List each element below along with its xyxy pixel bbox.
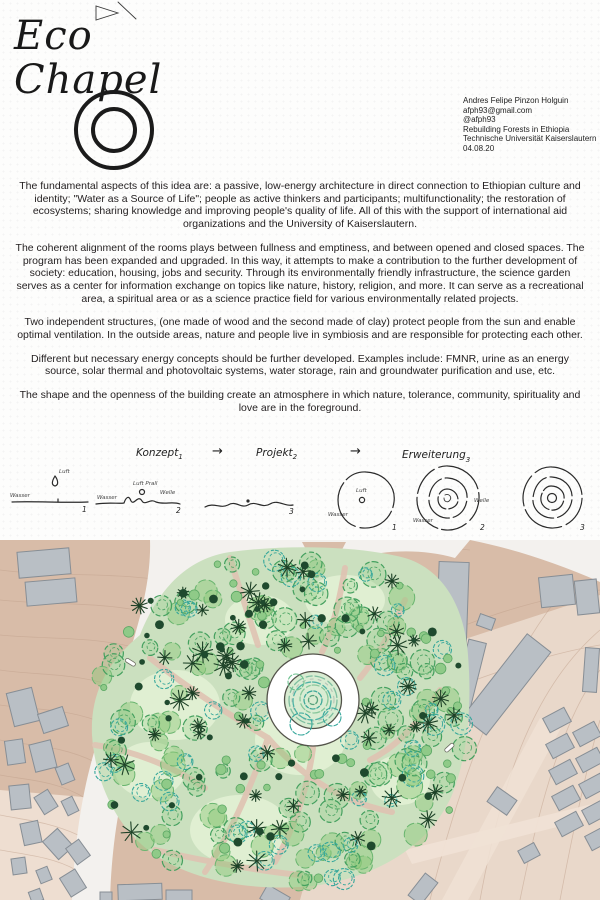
tree-symbol [164,700,169,705]
tree-symbol [301,562,309,570]
tree-symbol [144,633,150,639]
site-plan-map [0,540,600,900]
tree-symbol [368,762,392,786]
tree-symbol [214,561,221,568]
tree-symbol [446,774,455,783]
tree-symbol [196,774,203,781]
tree-symbol [240,660,249,669]
tree-symbol [118,737,125,744]
tree-symbol [230,615,236,621]
tree-symbol [343,579,357,593]
tree-symbol [260,600,265,605]
tree-symbol [225,672,232,679]
svg-text:3: 3 [580,523,585,532]
tree-symbol [332,754,340,762]
svg-text:1: 1 [392,523,397,532]
author-email: afph93@gmail.com [463,106,598,116]
tree-symbol [258,677,269,688]
paragraph-fundamental-aspects: The fundamental aspects of this idea are: a passive, low-energy architecture in direct connection to Ethiopian culture and identity; "Water as a Source of Life"; people as active thinkers and participants; multifunctionality; the restoration of ecosystems; sharing knowledge and improving people's quality of life. All of this with the support of international aid organizations and the University of Kaiserslautern. [15,180,585,231]
tree-symbol [136,832,154,850]
tree-symbol [421,746,431,756]
tree-symbol [298,871,312,885]
tree-symbol [435,663,446,674]
tree-symbol [288,759,295,766]
svg-text:Wasser: Wasser [328,512,349,518]
tree-symbol [230,580,237,587]
svg-text:Luft Prall: Luft Prall [133,481,158,487]
tree-symbol [165,715,171,721]
svg-text:2: 2 [480,523,485,532]
tree-symbol [209,595,218,604]
tree-symbol [240,772,248,780]
tree-symbol [308,570,316,578]
tree-symbol [183,716,207,740]
tree-symbol [359,628,365,634]
tree-symbol [300,586,306,592]
paragraph-atmosphere: The shape and the openness of the building create an atmosphere in which nature, tolerance, community, spirituality and love are in the foreground. [15,389,585,414]
tree-symbol [334,647,340,653]
tree-symbol [139,659,145,665]
paragraph-room-alignment: The coherent alignment of the rooms plays between fullness and emptiness, and between opened and closed spaces. The program has been expanded and upgraded. In this way, it attempts to make a contribution to the further development of society: education, housing, jobs and security. Through its environmentally friendly infrastructure, the science garden serves as a center for information exchange on topics like nature, history, religion, and more. It can serve as a recreational area, a spiritual area or as a science practice field for various environmentally related projects. [15,242,585,306]
arrow-icon: → [350,444,361,459]
svg-text:Luft: Luft [59,469,70,475]
tree-symbol [266,832,274,840]
tree-symbol [219,843,229,853]
description-text [15,180,585,426]
step-label-projekt: Projekt$_2$ [256,447,298,461]
tree-symbol [296,781,320,805]
tree-symbol [252,568,259,575]
tree-symbol [101,684,107,690]
chapel-ring [267,654,359,746]
step-label-erweiterung: Erweiterung$_3$ [402,449,470,464]
tree-symbol [360,811,379,830]
tree-symbol [270,748,291,769]
tree-symbol [404,823,427,846]
tree-symbol [111,801,119,809]
tree-symbol [259,620,267,628]
tree-symbol [360,562,385,587]
paragraph-structures: Two independent structures, (one made of wood and the second made of clay) protect people from the sun and enable optimal ventilation. In the outside areas, nature and people live in symbiosis and are responsible for protecting each other. [15,316,585,341]
tree-symbol [207,734,213,740]
author-handle: @afph93 [463,115,598,125]
svg-text:Welle: Welle [474,498,490,504]
tree-symbol [407,628,416,637]
site-plan-svg [0,540,600,900]
tree-symbol [305,582,328,605]
tree-symbol [143,825,149,831]
author-name: Andres Felipe Pinzon Holguin [463,96,598,106]
tree-symbol [236,642,244,650]
arrow-icon: → [212,444,223,459]
tree-symbol [257,611,266,620]
university-name: Technische Universität Kaiserslautern [463,134,598,144]
tree-symbol [169,802,175,808]
sketch-section-3 [205,499,294,516]
svg-text:Wasser: Wasser [413,518,434,524]
tree-symbol [362,698,370,706]
tree-symbol [142,715,159,732]
tree-symbol [360,768,369,777]
tree-symbol [244,718,249,723]
tree-symbol [254,606,260,612]
tree-symbol [201,651,208,658]
tree-symbol [270,598,278,606]
tree-symbol [341,614,349,622]
tree-symbol [447,707,454,714]
tree-symbol [188,779,205,796]
tree-symbol [419,712,426,719]
tree-symbol [162,779,172,789]
tree-symbol [135,683,143,691]
tree-symbol [257,761,265,769]
tree-symbol [424,792,432,800]
tree-symbol [319,800,342,823]
tree-symbol [273,608,297,632]
tree-symbol [452,737,476,761]
tree-symbol [102,654,125,677]
tree-symbol [177,599,183,605]
project-name: Rebuilding Forests in Ethiopia [463,125,598,135]
sketch-plan-1 [328,472,397,532]
concept-sketch-row [0,442,600,540]
tree-symbol [148,598,154,604]
tree-symbol [222,756,230,764]
paragraph-energy-concepts: Different but necessary energy concepts should be further developed. Examples include: FMNR, urine as an energy source, solar thermal and photovoltaic systems, water storage, rain and groundwater purification and use, etc. [15,353,585,378]
tree-symbol [295,745,312,762]
step-label-konzept: Konzept$_1$ [136,447,183,461]
tree-symbol [214,628,231,645]
svg-text:Luft: Luft [356,488,367,494]
tree-symbol [455,663,461,669]
tree-symbol [444,654,453,663]
svg-text:Wasser: Wasser [10,493,31,499]
tree-symbol [275,773,282,780]
tree-symbol [179,589,188,598]
author-block [463,96,598,154]
svg-text:1: 1 [82,505,87,514]
tree-symbol [443,760,451,768]
tree-symbol [111,710,136,735]
tree-symbol [162,850,182,870]
tree-symbol [378,630,385,637]
tree-symbol [189,590,199,600]
tree-symbol [446,807,453,814]
tree-symbol [236,784,245,793]
tree-symbol [162,806,182,826]
svg-text:2: 2 [176,506,181,515]
tree-symbol [347,759,355,767]
tree-symbol [264,784,271,791]
svg-text:Wasser: Wasser [97,495,118,501]
tree-symbol [345,852,360,867]
page-title: Eco Chapel [14,14,244,102]
tree-symbol [123,627,134,638]
tree-symbol [151,595,172,616]
tree-symbol [370,649,379,658]
tree-symbol [234,838,243,847]
tree-symbol [367,841,376,850]
tree-symbol [262,582,269,589]
tree-symbol [155,620,164,629]
tree-symbol [163,831,170,838]
sketch-section-2 [96,481,181,515]
tree-symbol [419,664,434,679]
sketch-plan-3 [523,467,585,532]
double-circle-logo-icon [68,84,160,176]
tree-symbol [256,661,264,669]
tree-symbol [225,557,240,572]
tree-symbol [142,640,158,656]
tree-symbol [426,770,435,779]
tree-symbol [442,687,450,695]
sketch-plan-2 [413,466,490,532]
tree-symbol [218,805,227,814]
tree-symbol [318,614,326,622]
svg-text:3: 3 [289,507,294,516]
date: 04.08.20 [463,144,598,154]
tree-symbol [164,746,184,766]
tree-symbol [315,769,324,778]
tree-symbol [223,689,240,706]
tree-symbol [314,874,323,883]
tree-symbol [152,849,161,858]
tree-symbol [411,637,416,642]
tree-symbol [216,764,226,774]
tree-symbol [219,647,225,653]
tree-symbol [428,627,437,636]
tree-symbol [245,610,253,618]
tree-symbol [398,774,406,782]
svg-text:Welle: Welle [160,490,176,496]
tree-symbol [454,702,462,710]
tree-symbol [396,663,412,679]
sketch-section-1 [10,469,88,514]
tree-symbol [256,828,264,836]
